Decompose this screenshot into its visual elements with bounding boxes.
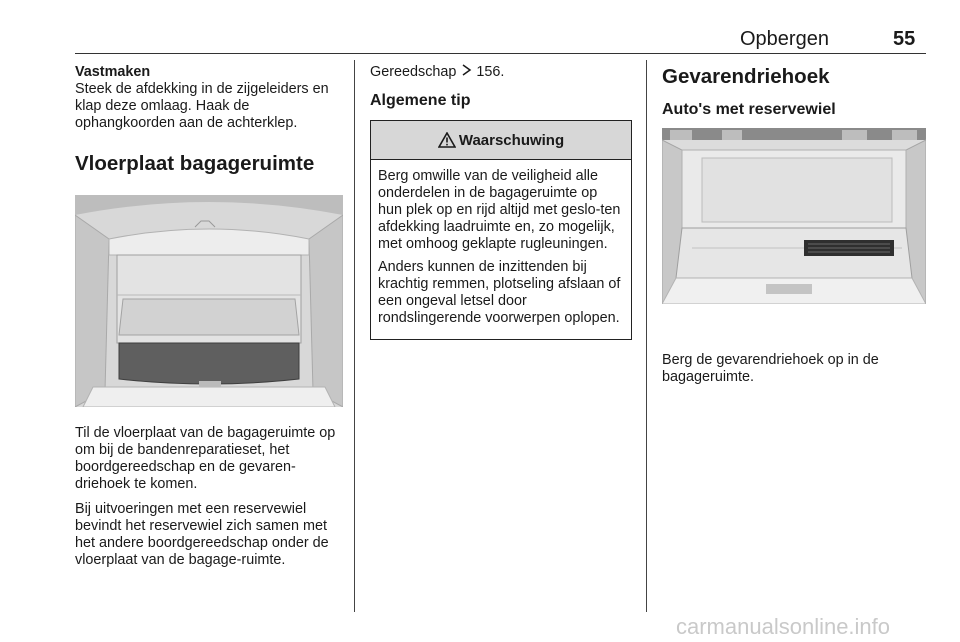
trunk-floor-photo [75, 195, 343, 407]
reference-label: Gereedschap [370, 64, 457, 80]
column-1 [75, 64, 343, 569]
warning-box [370, 120, 632, 340]
warning-triangle-icon [438, 132, 456, 148]
heading-vloerplaat: Vloerplaat bagageruimte [75, 152, 315, 175]
watermark: carmanualsonline.info [676, 614, 891, 639]
paragraph-vloerplaat-2: Bij uitvoeringen met een reservewiel bevindt het reservewiel zich samen met het andere boordgereedschap onder de vloerplaat van de bagage-ruimte. [75, 501, 329, 568]
paragraph-vloerplaat-1: Til de vloerplaat van de bagageruimte op om bij de bandenreparatieset, het boordgereedschap en de gevaren-driehoek te komen. [75, 425, 336, 492]
section-title: Opbergen [740, 28, 829, 50]
column-2 [370, 64, 632, 340]
column-divider-1 [354, 60, 355, 612]
column-3 [662, 64, 926, 386]
subhead-vastmaken: Vastmaken [75, 64, 151, 80]
warning-header [371, 121, 631, 160]
paragraph-vastmaken: Steek de afdekking in de zijgeleiders en klap deze omlaag. Haak de ophangkoorden aan de achterklep. [75, 81, 329, 131]
page-number: 55 [893, 28, 916, 50]
header-rule [75, 53, 926, 54]
warning-title: Waarschuwing [458, 131, 565, 149]
reference-page: 156. [476, 64, 505, 80]
warning-body [371, 160, 631, 339]
warning-triangle-storage-photo [662, 128, 926, 340]
heading-algemene-tip: Algemene tip [370, 92, 471, 109]
tool-reference [370, 64, 632, 81]
subheading-reservewiel: Auto's met reservewiel [662, 101, 836, 118]
column-divider-2 [646, 60, 647, 612]
heading-gevarendriehoek: Gevarendriehoek [662, 65, 830, 88]
warning-paragraph-2: Anders kunnen de inzittenden bij krachtig remmen, plotseling afslaan of een ongeval letsel door rondslingerende voorwerpen oplopen. [378, 259, 621, 326]
caption-gevarendriehoek: Berg de gevarendriehoek op in de bagageruimte. [662, 352, 879, 385]
warning-paragraph-1: Berg omwille van de veiligheid alle onderdelen in de bagageruimte op hun plek op en rijd altijd met geslo-ten afdekking laadruimte en, zo mogelijk, met omhoog geklapte rugleuningen. [378, 168, 621, 252]
reference-arrow-icon [460, 64, 472, 76]
